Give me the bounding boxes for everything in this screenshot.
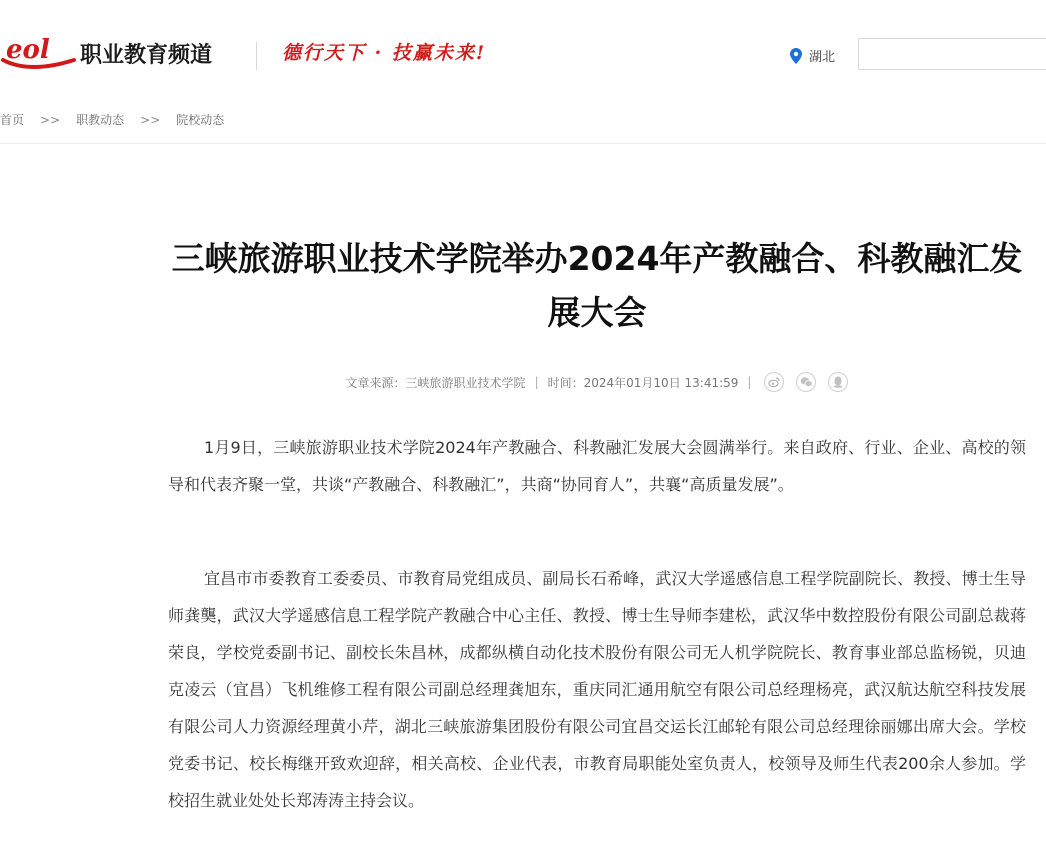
location-selector[interactable]	[790, 46, 835, 65]
breadcrumb-separator: >>	[140, 112, 161, 127]
search-box[interactable]	[858, 38, 1046, 70]
breadcrumb-home[interactable]: 首页	[0, 113, 25, 127]
weibo-icon	[768, 376, 780, 388]
breadcrumb-vocational-news[interactable]: 职教动态	[76, 113, 125, 127]
logo-mark-text: eol	[6, 35, 50, 65]
meta-divider: |	[534, 375, 539, 389]
qq-icon	[833, 376, 843, 388]
logo-text: 职业教育频道	[80, 42, 213, 68]
breadcrumb-school-news[interactable]: 院校动态	[176, 113, 225, 127]
location-pin-icon	[790, 48, 802, 64]
header-bottom-rule	[0, 143, 1046, 144]
article-paragraph-2: 宜昌市市委教育工委委员、市教育局党组成员、副局长石希峰，武汉大学遥感信息工程学院副院长、教授、博士生导师龚龑，武汉大学遥感信息工程学院产教融合中心主任、教授、博士生导师李建松，武汉华中数控股份有限公司副总裁蒋荣良，学校党委副书记、副校长朱昌林，成都纵横自动化技术股份有限公司无人机学院院长、教育事业部总监杨锐，贝迪克凌云（宜昌）飞机维修工程有限公司副总经理龚旭东，重庆同汇通用航空有限公司总经理杨亮，武汉航达航空科技发展有限公司人力资源经理黄小芹，湖北三峡旅游集团股份有限公司宜昌交运长江邮轮有限公司总经理徐丽娜出席大会。学校党委书记、校长梅继开致欢迎辞，相关高校、企业代表，市教育局职能处室负责人，校领导及师生代表200余人参加。学校招生就业处处长郑涛涛主持会议。	[168, 569, 1026, 810]
search-input[interactable]	[859, 39, 1046, 69]
article-paragraph-1: 1月9日，三峡旅游职业技术学院2024年产教融合、科教融汇发展大会圆满举行。来自政府、行业、企业、高校的领导和代表齐聚一堂，共谈“产教融合、科教融汇”，共商“协同育人”，共襄“高质量发展”。	[168, 438, 1026, 494]
article-source: 文章来源：三峡旅游职业技术学院	[345, 375, 526, 390]
breadcrumb-separator: >>	[40, 112, 61, 127]
share-buttons	[764, 372, 848, 392]
meta-divider: |	[747, 375, 752, 389]
site-logo[interactable]	[0, 30, 212, 76]
eol-logo-mark	[0, 30, 78, 76]
breadcrumb	[0, 111, 224, 128]
location-label: 湖北	[809, 50, 836, 65]
article-title: 三峡旅游职业技术学院举办2024年产教融合、科教融汇发展大会	[171, 239, 1023, 332]
wechat-icon	[800, 376, 813, 388]
header-divider	[256, 42, 257, 70]
article-time: 时间：2024年01月10日 13:41:59	[547, 375, 739, 390]
share-qq-button[interactable]	[828, 372, 848, 392]
site-header	[0, 0, 1046, 112]
article-meta	[168, 370, 1026, 394]
share-wechat-button[interactable]	[796, 372, 816, 392]
share-weibo-button[interactable]	[764, 372, 784, 392]
slogan: 德行天下 · 技赢未来!	[282, 42, 487, 64]
